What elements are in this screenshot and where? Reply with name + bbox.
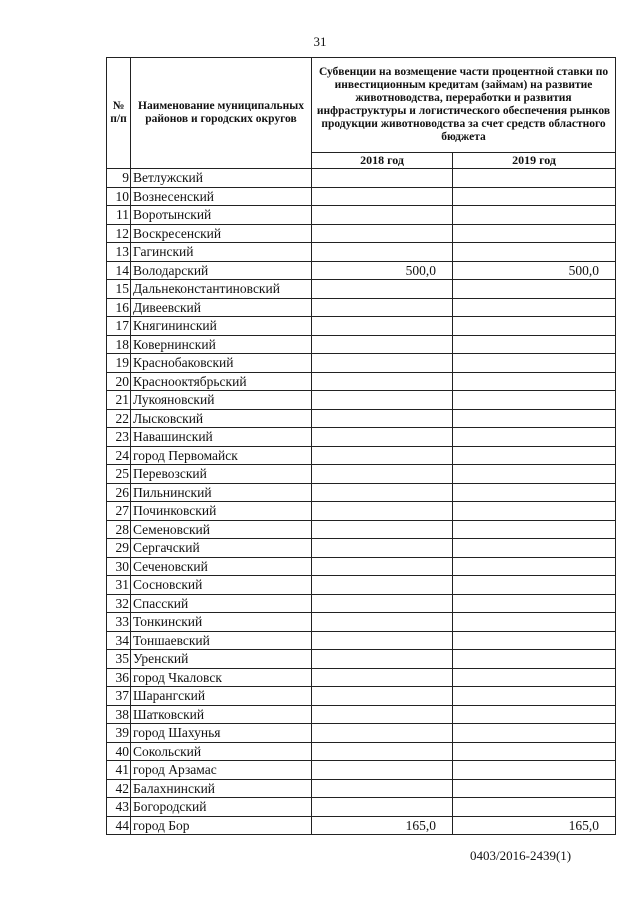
- value-2019: [453, 650, 616, 669]
- value-2018: [312, 502, 453, 521]
- value-2019: [453, 798, 616, 817]
- table-row: [107, 576, 616, 595]
- row-number: 34: [107, 631, 131, 650]
- value-2019: [453, 206, 616, 225]
- value-2019: [453, 169, 616, 188]
- district-name: Лукояновский: [131, 391, 312, 410]
- value-2019: [453, 372, 616, 391]
- value-2018: [312, 724, 453, 743]
- table-row: [107, 650, 616, 669]
- district-name: Лысковский: [131, 409, 312, 428]
- value-2018: [312, 169, 453, 188]
- value-2019: [453, 668, 616, 687]
- table-row: [107, 335, 616, 354]
- district-name: Навашинский: [131, 428, 312, 447]
- row-number: 41: [107, 761, 131, 780]
- district-name: Сеченовский: [131, 557, 312, 576]
- value-2019: [453, 354, 616, 373]
- district-name: город Первомайск: [131, 446, 312, 465]
- value-2019: [453, 613, 616, 632]
- table-row: [107, 761, 616, 780]
- row-number: 23: [107, 428, 131, 447]
- table-row: [107, 613, 616, 632]
- district-name: Тоншаевский: [131, 631, 312, 650]
- district-name: Сокольский: [131, 742, 312, 761]
- value-2018: [312, 520, 453, 539]
- row-number: 10: [107, 187, 131, 206]
- row-number: 42: [107, 779, 131, 798]
- table-row: [107, 298, 616, 317]
- value-2019: [453, 446, 616, 465]
- table-row: [107, 261, 616, 280]
- value-2018: [312, 280, 453, 299]
- district-name: Краснооктябрьский: [131, 372, 312, 391]
- value-2019: [453, 594, 616, 613]
- value-2018: [312, 668, 453, 687]
- header-num: № п/п: [107, 58, 131, 169]
- table-row: [107, 687, 616, 706]
- value-2019: [453, 557, 616, 576]
- value-2018: [312, 576, 453, 595]
- value-2018: [312, 243, 453, 262]
- row-number: 19: [107, 354, 131, 373]
- table-row: [107, 668, 616, 687]
- row-number: 18: [107, 335, 131, 354]
- value-2019: [453, 502, 616, 521]
- table-row: [107, 798, 616, 817]
- table-row: [107, 779, 616, 798]
- value-2018: [312, 483, 453, 502]
- value-2019: [453, 298, 616, 317]
- value-2018: 500,0: [312, 261, 453, 280]
- table-row: [107, 502, 616, 521]
- value-2019: [453, 779, 616, 798]
- row-number: 24: [107, 446, 131, 465]
- district-name: Дальнеконстантиновский: [131, 280, 312, 299]
- district-name: Сосновский: [131, 576, 312, 595]
- value-2019: [453, 243, 616, 262]
- value-2019: [453, 280, 616, 299]
- row-number: 22: [107, 409, 131, 428]
- table-row: [107, 520, 616, 539]
- row-number: 9: [107, 169, 131, 188]
- row-number: 39: [107, 724, 131, 743]
- district-name: Вознесенский: [131, 187, 312, 206]
- table-row: [107, 317, 616, 336]
- table-row: [107, 409, 616, 428]
- value-2019: [453, 520, 616, 539]
- value-2018: [312, 687, 453, 706]
- row-number: 25: [107, 465, 131, 484]
- district-name: Княгининский: [131, 317, 312, 336]
- table-row: [107, 206, 616, 225]
- subsidy-table: [106, 57, 616, 835]
- row-number: 20: [107, 372, 131, 391]
- row-number: 27: [107, 502, 131, 521]
- row-number: 28: [107, 520, 131, 539]
- table-row: [107, 483, 616, 502]
- value-2018: [312, 557, 453, 576]
- district-name: Дивеевский: [131, 298, 312, 317]
- district-name: Перевозский: [131, 465, 312, 484]
- value-2018: 165,0: [312, 816, 453, 835]
- header-name: Наименование муниципальных районов и городских округов: [131, 58, 312, 169]
- district-name: Пильнинский: [131, 483, 312, 502]
- value-2018: [312, 539, 453, 558]
- row-number: 12: [107, 224, 131, 243]
- table-row: [107, 816, 616, 835]
- value-2019: [453, 576, 616, 595]
- row-number: 15: [107, 280, 131, 299]
- table-body: [107, 169, 616, 835]
- row-number: 32: [107, 594, 131, 613]
- district-name: город Чкаловск: [131, 668, 312, 687]
- table-row: [107, 169, 616, 188]
- row-number: 40: [107, 742, 131, 761]
- value-2018: [312, 779, 453, 798]
- table-row: [107, 372, 616, 391]
- value-2019: [453, 761, 616, 780]
- document-code: 0403/2016-2439(1): [470, 848, 572, 863]
- table-row: [107, 539, 616, 558]
- value-2018: [312, 650, 453, 669]
- table-row: [107, 631, 616, 650]
- table-row: [107, 243, 616, 262]
- district-name: город Арзамас: [131, 761, 312, 780]
- value-2018: [312, 613, 453, 632]
- district-name: Богородский: [131, 798, 312, 817]
- value-2018: [312, 761, 453, 780]
- value-2019: [453, 224, 616, 243]
- district-name: Воскресенский: [131, 224, 312, 243]
- value-2018: [312, 224, 453, 243]
- district-name: Ковернинский: [131, 335, 312, 354]
- value-2018: [312, 298, 453, 317]
- value-2018: [312, 391, 453, 410]
- district-name: город Шахунья: [131, 724, 312, 743]
- district-name: Гагинский: [131, 243, 312, 262]
- district-name: город Бор: [131, 816, 312, 835]
- table-row: [107, 465, 616, 484]
- table-row: [107, 428, 616, 447]
- row-number: 31: [107, 576, 131, 595]
- district-name: Ветлужский: [131, 169, 312, 188]
- district-name: Воротынский: [131, 206, 312, 225]
- district-name: Володарский: [131, 261, 312, 280]
- value-2018: [312, 742, 453, 761]
- header-year-2019: 2019 год: [453, 153, 616, 169]
- row-number: 33: [107, 613, 131, 632]
- table-row: [107, 724, 616, 743]
- table-row: [107, 446, 616, 465]
- row-number: 30: [107, 557, 131, 576]
- header-year-2018: 2018 год: [312, 153, 453, 169]
- value-2019: [453, 335, 616, 354]
- row-number: 13: [107, 243, 131, 262]
- table-row: [107, 354, 616, 373]
- value-2019: [453, 631, 616, 650]
- district-name: Шатковский: [131, 705, 312, 724]
- value-2019: [453, 539, 616, 558]
- value-2019: [453, 317, 616, 336]
- value-2019: [453, 483, 616, 502]
- district-name: Краснобаковский: [131, 354, 312, 373]
- row-number: 26: [107, 483, 131, 502]
- row-number: 14: [107, 261, 131, 280]
- header-subsidy: Субвенции на возмещение части процентной ставки по инвестиционным кредитам (займам) на развитие животноводства, переработки и развития инфраструктуры и логистического обеспечения рынков продукции животноводства за счет средств областного бюджета: [312, 58, 616, 153]
- district-name: Шарангский: [131, 687, 312, 706]
- row-number: 37: [107, 687, 131, 706]
- value-2019: [453, 724, 616, 743]
- table-row: [107, 705, 616, 724]
- value-2018: [312, 428, 453, 447]
- table-row: [107, 391, 616, 410]
- value-2018: [312, 372, 453, 391]
- table-row: [107, 187, 616, 206]
- district-name: Семеновский: [131, 520, 312, 539]
- value-2019: [453, 742, 616, 761]
- row-number: 44: [107, 816, 131, 835]
- value-2019: 165,0: [453, 816, 616, 835]
- table-row: [107, 594, 616, 613]
- value-2019: [453, 705, 616, 724]
- district-name: Балахнинский: [131, 779, 312, 798]
- row-number: 36: [107, 668, 131, 687]
- value-2019: [453, 409, 616, 428]
- row-number: 11: [107, 206, 131, 225]
- value-2018: [312, 631, 453, 650]
- value-2018: [312, 187, 453, 206]
- table-row: [107, 742, 616, 761]
- value-2019: [453, 391, 616, 410]
- row-number: 35: [107, 650, 131, 669]
- value-2019: [453, 465, 616, 484]
- table-row: [107, 557, 616, 576]
- value-2018: [312, 705, 453, 724]
- value-2018: [312, 354, 453, 373]
- row-number: 16: [107, 298, 131, 317]
- district-name: Сергачский: [131, 539, 312, 558]
- value-2019: [453, 428, 616, 447]
- value-2019: 500,0: [453, 261, 616, 280]
- value-2018: [312, 446, 453, 465]
- district-name: Починковский: [131, 502, 312, 521]
- row-number: 29: [107, 539, 131, 558]
- district-name: Тонкинский: [131, 613, 312, 632]
- table-row: [107, 280, 616, 299]
- value-2018: [312, 317, 453, 336]
- row-number: 21: [107, 391, 131, 410]
- value-2018: [312, 206, 453, 225]
- district-name: Спасский: [131, 594, 312, 613]
- page-number: 31: [313, 34, 327, 49]
- value-2018: [312, 798, 453, 817]
- district-name: Уренский: [131, 650, 312, 669]
- value-2019: [453, 187, 616, 206]
- value-2018: [312, 409, 453, 428]
- value-2018: [312, 594, 453, 613]
- row-number: 43: [107, 798, 131, 817]
- value-2019: [453, 687, 616, 706]
- row-number: 38: [107, 705, 131, 724]
- value-2018: [312, 465, 453, 484]
- table-row: [107, 224, 616, 243]
- row-number: 17: [107, 317, 131, 336]
- value-2018: [312, 335, 453, 354]
